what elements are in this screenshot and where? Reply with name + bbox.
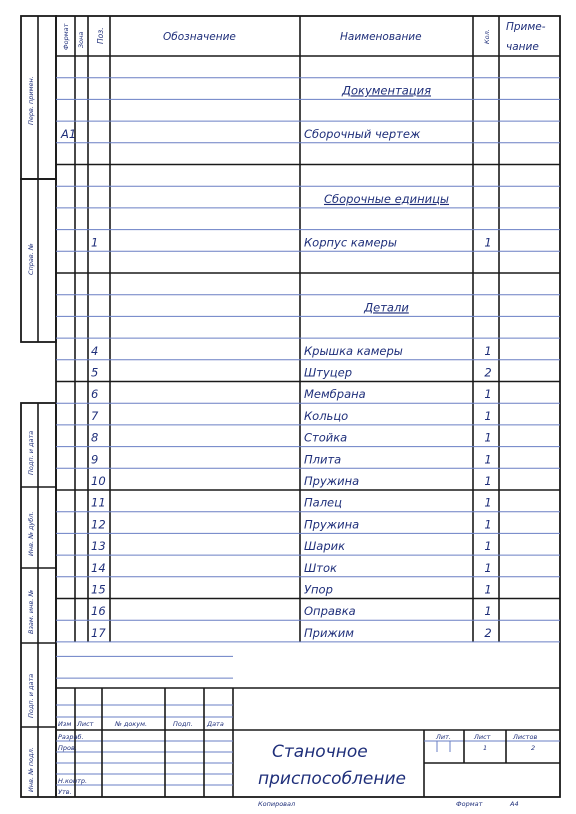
header-note-line2: чание — [506, 41, 539, 53]
row-name: Крышка камеры — [304, 343, 403, 358]
row-qty: 1 — [484, 408, 492, 423]
tb-razrab: Разраб. — [58, 733, 84, 741]
row-position: 9 — [91, 452, 99, 467]
label-sign-date-2: Подп. и дата — [27, 673, 35, 718]
tb-sheets: Листов — [513, 733, 538, 741]
tb-sheet: Лист — [474, 733, 491, 741]
row-position: 4 — [91, 343, 99, 358]
label-first-use: Перв. примен. — [27, 76, 35, 125]
row-name: Сборочный чертеж — [304, 126, 421, 141]
header-name: Наименование — [340, 31, 422, 43]
header-note-line1: Приме- — [506, 21, 546, 33]
row-qty: 2 — [484, 625, 492, 640]
row-qty: 1 — [484, 604, 492, 619]
tb-title-line2: приспособление — [258, 769, 406, 789]
row-name: Стойка — [304, 430, 348, 445]
row-qty: 1 — [484, 560, 492, 575]
header-qty: Кол. — [483, 29, 491, 44]
side-labels — [27, 76, 35, 792]
header-format: Формат — [62, 23, 70, 50]
header-pos: Поз. — [96, 27, 105, 44]
tb-col-list: Лист — [77, 720, 94, 728]
tb-nkontr: Н.контр. — [58, 777, 88, 785]
tb-prov: Пров. — [58, 744, 77, 752]
row-name: Кольцо — [304, 408, 349, 423]
row-position: 17 — [91, 625, 106, 640]
row-name: Оправка — [304, 604, 356, 619]
row-position: 8 — [91, 430, 99, 445]
sheet-footer — [258, 800, 519, 808]
section-heading: Сборочные единицы — [323, 191, 450, 206]
label-inv-dubl: Инв. № дубл. — [27, 511, 35, 556]
row-name: Плита — [304, 452, 342, 467]
row-name: Шарик — [304, 539, 346, 554]
footer-format-label: Формат — [456, 800, 483, 808]
header-zone: Зона — [77, 31, 85, 48]
row-position: 15 — [91, 582, 106, 597]
tb-title-line1: Станочное — [272, 742, 368, 762]
row-qty: 1 — [484, 517, 492, 532]
label-vzam-inv: Взам. инв. № — [27, 589, 35, 634]
row-position: 6 — [91, 387, 99, 402]
row-position: 7 — [91, 408, 99, 423]
footer-copied: Копировал — [258, 800, 296, 808]
row-qty: 1 — [484, 387, 492, 402]
label-sign-date-1: Подп. и дата — [27, 430, 35, 475]
row-qty: 1 — [484, 539, 492, 554]
tb-lit: Лит. — [436, 733, 451, 741]
row-name: Штуцер — [304, 365, 353, 380]
row-position: 16 — [91, 604, 106, 619]
section-heading: Документация — [341, 83, 432, 98]
row-position: 13 — [91, 539, 106, 554]
header-designation: Обозначение — [163, 31, 236, 43]
row-qty: 1 — [484, 474, 492, 488]
row-qty: 1 — [484, 430, 492, 445]
section-heading: Детали — [364, 300, 409, 315]
row-name: Пружина — [304, 517, 360, 532]
row-qty: 1 — [484, 582, 492, 597]
row-position: 5 — [91, 365, 99, 380]
tb-col-doc: № докум. — [115, 720, 148, 728]
row-position: 1 — [91, 235, 99, 250]
footer-format-value: A4 — [510, 800, 519, 808]
row-qty: 1 — [484, 343, 492, 358]
tb-utv: Утв. — [58, 788, 72, 796]
label-inv-orig: Инв. № подл. — [27, 747, 35, 792]
tb-col-sign: Подп. — [173, 720, 193, 728]
row-name: Корпус камеры — [304, 235, 397, 250]
row-qty: 2 — [484, 365, 492, 380]
row-name: Мембрана — [304, 387, 366, 402]
row-name: Шток — [304, 560, 337, 575]
tb-col-izm: Изм — [58, 720, 72, 728]
row-position: 12 — [91, 517, 106, 532]
row-qty: 1 — [484, 235, 492, 250]
row-qty: 1 — [484, 495, 492, 510]
row-position: 11 — [91, 495, 106, 510]
row-name: Палец — [304, 495, 342, 510]
spec-table-rows — [60, 83, 492, 640]
tb-col-date: Дата — [207, 720, 224, 728]
row-qty: 1 — [484, 452, 492, 467]
tb-sheet-value: 1 — [483, 744, 488, 752]
row-position: 14 — [91, 560, 106, 575]
row-position: 10 — [91, 474, 106, 488]
row-name: Прижим — [304, 625, 354, 640]
title-block — [56, 688, 560, 797]
label-ref-no: Справ. № — [27, 243, 35, 275]
tb-sheets-value: 2 — [531, 744, 536, 752]
row-name: Упор — [304, 582, 333, 597]
row-name: Пружина — [304, 474, 360, 488]
row-format: A1 — [61, 126, 77, 141]
